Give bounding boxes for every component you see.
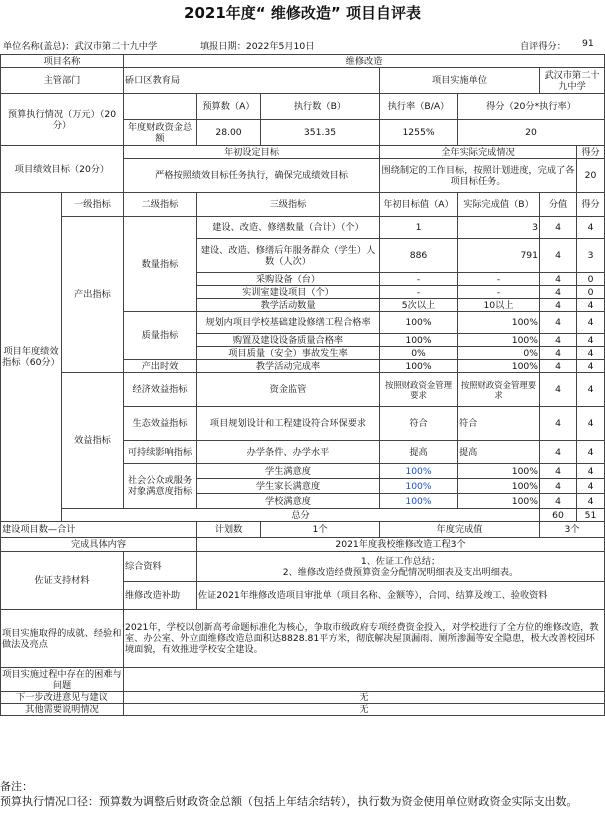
l2-ecological: 生态效益指标 <box>124 407 197 441</box>
overall-set-header: 年初设定目标 <box>124 146 380 159</box>
page-title: 2021年度“ 维修改造” 项目自评表 <box>184 4 421 22</box>
indicator-actual: 符合 <box>458 407 540 441</box>
indicator-name: 实训室建设项目（个） <box>197 286 380 299</box>
support-label: 佐证支持材料 <box>1 552 124 610</box>
notes-text: 预算执行情况口径：预算数为调整后财政资金总额（包括上年结余结转），执行数为资金使用单位财政资金实际支出数。 <box>0 795 578 808</box>
indicator-score: 4 <box>577 312 605 334</box>
other-label: 其他需要说明情况 <box>1 704 124 716</box>
indicator-score: 4 <box>577 334 605 347</box>
indicator-weight: 4 <box>540 441 577 464</box>
indicator-actual: 100% <box>458 334 540 347</box>
evaluation-table <box>0 54 605 716</box>
l2-satisfaction: 社会公众或服务对象满意度指标 <box>124 464 197 509</box>
indicator-target: 100% <box>380 464 458 479</box>
perf-l3-header: 三级指标 <box>197 193 380 217</box>
done-label: 年度完成值 <box>380 522 540 538</box>
overall-done-header: 全年实际完成情况 <box>380 146 577 159</box>
plan-value: 1个 <box>261 522 380 538</box>
indicator-name: 规划内项目学校基础建设修缮工程合格率 <box>197 312 380 334</box>
total-score: 51 <box>577 509 605 522</box>
dept-label: 主管部门 <box>1 68 124 94</box>
indicator-score: 4 <box>577 464 605 479</box>
l2-quantity: 数量指标 <box>124 217 197 312</box>
indicator-actual: 提高 <box>458 441 540 464</box>
budget-label: 预算执行情况（万元）（20分） <box>1 94 124 146</box>
indicator-score: 4 <box>577 479 605 494</box>
count-label: 建设项目数—合计 <box>1 522 197 538</box>
perf-l1-header: 一级指标 <box>62 193 124 217</box>
indicator-target: 100% <box>380 479 458 494</box>
indicator-name: 学生家长满意度 <box>197 479 380 494</box>
next-label: 下一步改进意见与建议 <box>1 692 124 704</box>
other-value: 无 <box>124 704 605 716</box>
indicator-score: 4 <box>577 441 605 464</box>
perf-weight-header: 分值 <box>540 193 577 217</box>
budget-rate-header: 执行率（B/A） <box>380 94 458 120</box>
support2-value: 佐证2021年维修改造项目审批单（项目名称、金额等），合同、结算及竣工、验收资料 <box>197 582 605 610</box>
report-date: 填报日期：2022年5月10日 <box>200 41 315 52</box>
indicator-score: 0 <box>577 273 605 286</box>
l2-quality: 质量指标 <box>124 312 197 360</box>
indicator-target: 0% <box>380 347 458 360</box>
perf-l2-header: 二级指标 <box>124 193 197 217</box>
indicator-name: 办学条件、办学水平 <box>197 441 380 464</box>
overall-done: 围绕制定的工作目标，按照计划进度，完成了各项目标任务。 <box>380 159 577 193</box>
indicator-actual: 3 <box>458 217 540 239</box>
indicator-weight: 4 <box>540 407 577 441</box>
indicator-actual: 100% <box>458 494 540 509</box>
project-name-label: 项目名称 <box>1 55 124 68</box>
indicator-target: 5次以上 <box>380 299 458 312</box>
indicator-name: 购置及建设设备质量合格率 <box>197 334 380 347</box>
indicator-weight: 4 <box>540 373 577 407</box>
indicator-weight: 4 <box>540 334 577 347</box>
indicator-target: 100% <box>380 494 458 509</box>
dept-value: 硚口区教育局 <box>124 68 380 94</box>
indicator-target: 提高 <box>380 441 458 464</box>
indicator-name: 学生满意度 <box>197 464 380 479</box>
indicator-weight: 4 <box>540 286 577 299</box>
result-value: 2021年，学校以创新高考命题标准化为核心，争取市级政府专项经费资金投入，对学校进行了全方位的维修改造，教室、办公室、外立面维修改造总面积达8828.81平方米，彻底解决屋顶漏雨、厕所渗漏等安全隐患，极大改善校园环境面貌，有效推进学校安全建设。 <box>124 610 605 668</box>
budget-row-label: 年度财政资金总额 <box>124 120 197 146</box>
indicator-target: 按照财政资金管理要求 <box>380 373 458 407</box>
notes <box>0 779 605 809</box>
perf-score-header: 得分 <box>577 193 605 217</box>
plan-label: 计划数 <box>197 522 261 538</box>
l1-output: 产出指标 <box>62 217 124 373</box>
indicator-name: 学校满意度 <box>197 494 380 509</box>
l1-effect: 效益指标 <box>62 373 124 509</box>
indicator-name: 采购设备（台） <box>197 273 380 286</box>
indicator-target: 100% <box>380 334 458 347</box>
budget-rate: 1255% <box>380 120 458 146</box>
indicator-actual: 按照财政资金管理要求 <box>458 373 540 407</box>
indicator-weight: 4 <box>540 273 577 286</box>
done-value: 3个 <box>540 522 605 538</box>
indicator-target: 1 <box>380 217 458 239</box>
indicator-weight: 4 <box>540 239 577 273</box>
indicator-weight: 4 <box>540 217 577 239</box>
self-score-label: 自评得分： <box>520 41 566 52</box>
indicator-actual: 100% <box>458 479 540 494</box>
overall-label: 项目绩效目标（20分） <box>1 146 124 193</box>
indicator-score: 4 <box>577 407 605 441</box>
result-label: 项目实施取得的成就、经验和做法及亮点 <box>1 610 124 668</box>
unit-name: 单位名称(盖总)：武汉市第二十九中学 <box>3 41 158 52</box>
content-value: 2021年度我校维修改造工程3个 <box>197 538 605 552</box>
indicator-name: 教学活动数量 <box>197 299 380 312</box>
budget-score-header: 得分（20分*执行率） <box>458 94 605 120</box>
indicator-score: 4 <box>577 217 605 239</box>
support2-label: 维修改造补助 <box>124 582 197 610</box>
indicator-score: 0 <box>577 286 605 299</box>
budget-blank <box>124 94 197 120</box>
indicator-score: 4 <box>577 347 605 360</box>
impl-value: 武汉市第二十九中学 <box>540 68 605 94</box>
indicator-actual: 0% <box>458 347 540 360</box>
indicator-weight: 4 <box>540 312 577 334</box>
budget-exec-header: 执行数（B） <box>261 94 380 120</box>
indicator-target: 886 <box>380 239 458 273</box>
indicator-weight: 4 <box>540 464 577 479</box>
indicator-actual: 10以上 <box>458 299 540 312</box>
indicator-score: 4 <box>577 494 605 509</box>
support1-value: 1、佐证工作总结； 2、维修改造经费预算资金分配情况明细表及支出明细表。 <box>197 552 605 582</box>
support1-label: 综合资料 <box>124 552 197 582</box>
indicator-target: 符合 <box>380 407 458 441</box>
self-score-value: 91 <box>582 38 594 49</box>
indicator-score: 3 <box>577 239 605 273</box>
indicator-name: 教学活动完成率 <box>197 360 380 373</box>
indicator-target: 100% <box>380 360 458 373</box>
indicator-weight: 4 <box>540 479 577 494</box>
l2-timeliness: 产出时效 <box>124 360 197 373</box>
overall-score-header: 得分 <box>577 146 605 159</box>
notes-title: 备注： <box>0 780 33 793</box>
l2-economic: 经济效益指标 <box>124 373 197 407</box>
indicator-weight: 4 <box>540 347 577 360</box>
budget-plan: 28.00 <box>197 120 261 146</box>
indicator-actual: 100% <box>458 464 540 479</box>
indicator-target: - <box>380 286 458 299</box>
indicator-target: - <box>380 273 458 286</box>
indicator-actual: 791 <box>458 239 540 273</box>
indicator-name: 项目质量（安全）事故发生率 <box>197 347 380 360</box>
indicator-weight: 4 <box>540 360 577 373</box>
total-label: 总分 <box>62 509 540 522</box>
indicator-name: 建设、改造、修缮数量（合计）（个） <box>197 217 380 239</box>
total-weight: 60 <box>540 509 577 522</box>
indicator-actual: - <box>458 273 540 286</box>
indicator-actual: 100% <box>458 312 540 334</box>
budget-score: 20 <box>458 120 605 146</box>
indicator-actual: 100% <box>458 360 540 373</box>
report-header <box>0 38 605 52</box>
content-label: 完成具体内容 <box>1 538 197 552</box>
perf-label: 项目年度绩效指标（60分） <box>1 193 62 522</box>
overall-set: 严格按照绩效目标任务执行，确保完成绩效目标 <box>124 159 380 193</box>
indicator-score: 4 <box>577 360 605 373</box>
project-name: 维修改造 <box>124 55 605 68</box>
next-value: 无 <box>124 692 605 704</box>
indicator-name: 建设、改造、修缮后年服务群众（学生）人数（人次） <box>197 239 380 273</box>
budget-exec: 351.35 <box>261 120 380 146</box>
perf-target-header: 年初目标值（A） <box>380 193 458 217</box>
indicator-target: 100% <box>380 312 458 334</box>
overall-score: 20 <box>577 159 605 193</box>
issue-label: 项目实施过程中存在的困难与问题 <box>2 668 122 691</box>
indicator-weight: 4 <box>540 299 577 312</box>
indicator-name: 项目规划设计和工程建设符合环保要求 <box>197 407 380 441</box>
budget-plan-header: 预算数（A） <box>197 94 261 120</box>
indicator-score: 4 <box>577 373 605 407</box>
l2-sustainable: 可持续影响指标 <box>124 441 197 464</box>
impl-label: 项目实施单位 <box>380 68 540 94</box>
indicator-name: 资金监管 <box>197 373 380 407</box>
perf-actual-header: 实际完成值（B） <box>458 193 540 217</box>
indicator-score: 4 <box>577 299 605 312</box>
indicator-actual: - <box>458 286 540 299</box>
issue-value <box>124 668 605 692</box>
indicator-weight: 4 <box>540 494 577 509</box>
